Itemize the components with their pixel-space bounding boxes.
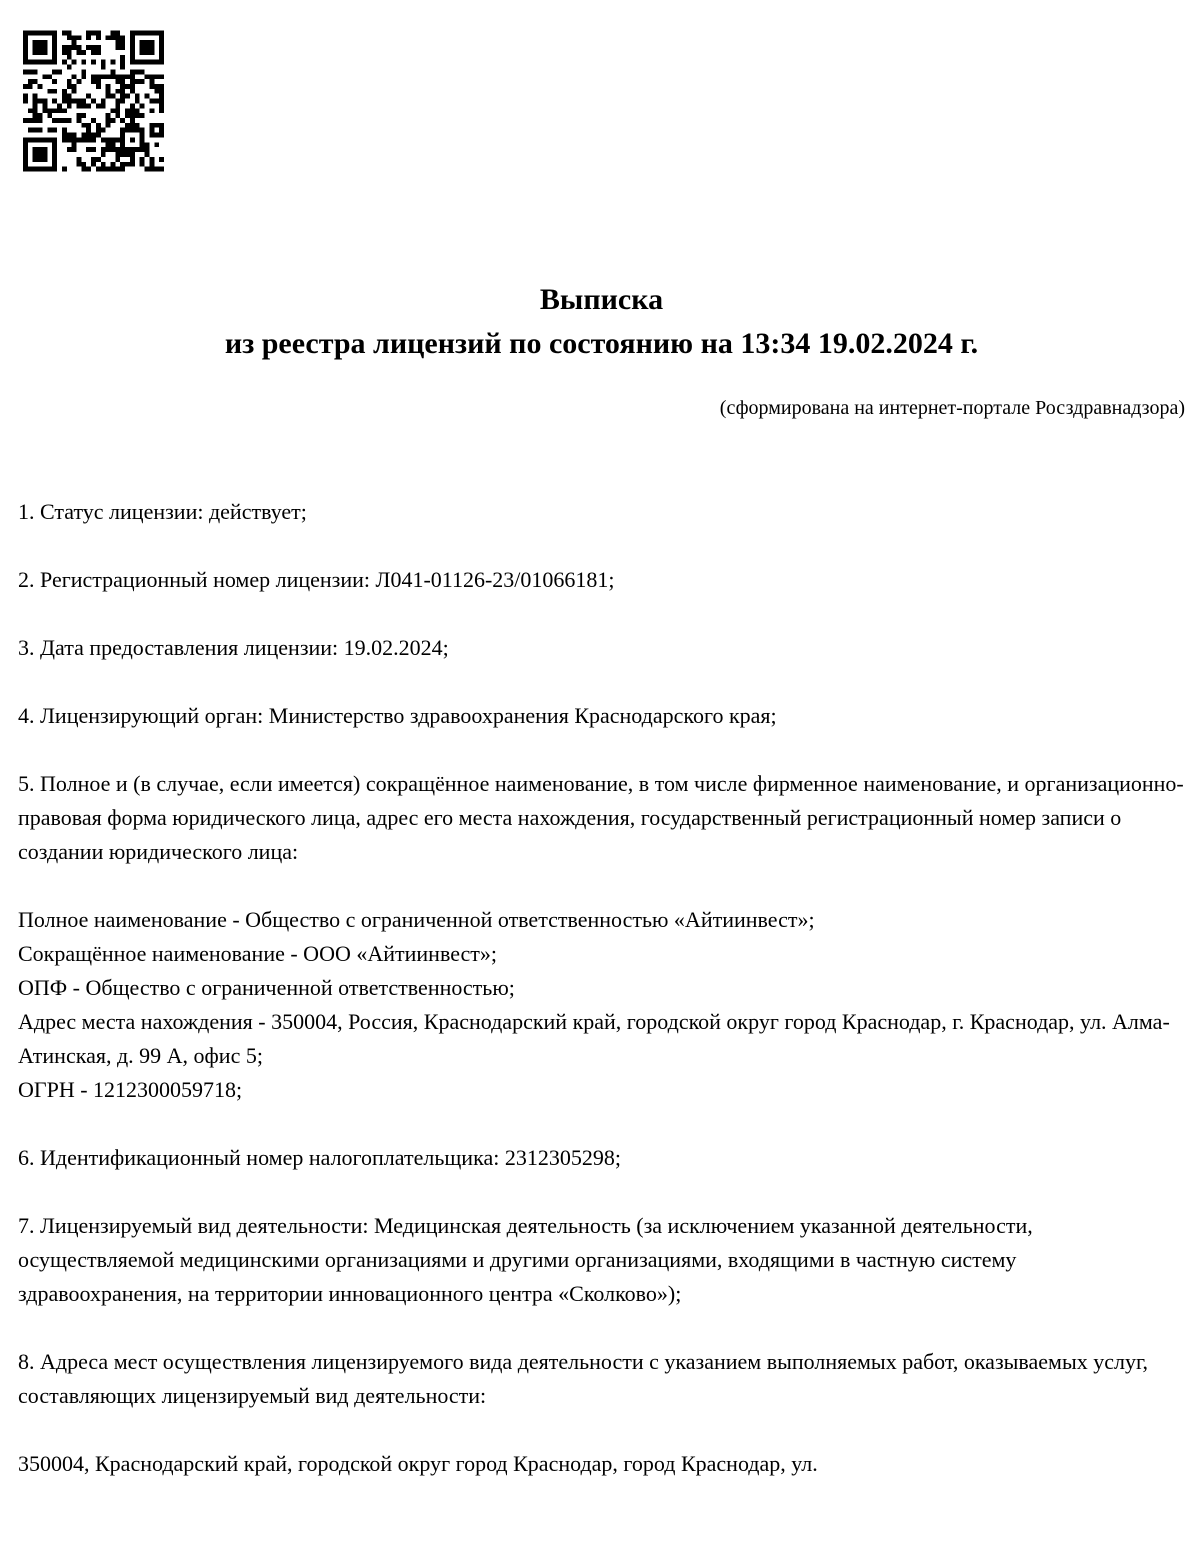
document-subtitle: (сформирована на интернет-портале Росздравнадзора) <box>719 397 1185 419</box>
document-title <box>18 0 1185 366</box>
entity-full-name: Полное наименование - Общество с ограниченной ответственностью «Айтиинвест»; <box>18 907 815 932</box>
entity-address: Адрес места нахождения - 350004, Россия, Краснодарский край, городской округ город Краснодар, г. Краснодар, ул. Алма-Атинская, д. 99 А, офис 5; <box>18 1009 1170 1068</box>
qr-code <box>23 30 164 172</box>
document-body <box>18 495 1185 1481</box>
title-line1: Выписка <box>539 283 664 316</box>
entity-ogrn: ОГРН - 1212300059718; <box>18 1077 243 1102</box>
item-entity-heading: 5. Полное и (в случае, если имеется) сокращённое наименование, в том числе фирменное наименование, и организационно-правовая форма юридического лица, адрес его места нахождения, государственный регистрационный номер записи о создании юридического лица: <box>18 771 1184 864</box>
item-activity: 7. Лицензируемый вид деятельности: Медицинская деятельность (за исключением указанной деятельности, осуществляемой медицинскими организациями и другими организациями, входящими в частную систему здравоохранения, на территории инновационного центра «Сколково»); <box>18 1213 1033 1306</box>
entity-opf: ОПФ - Общество с ограниченной ответственностью; <box>18 975 515 1000</box>
item-grant-date: 3. Дата предоставления лицензии: 19.02.2024; <box>18 635 449 660</box>
item-inn: 6. Идентификационный номер налогоплательщика: 2312305298; <box>18 1145 621 1170</box>
item-licensing-authority: 4. Лицензирующий орган: Министерство здравоохранения Краснодарского края; <box>18 703 777 728</box>
activity-address-line: 350004, Краснодарский край, городской округ город Краснодар, город Краснодар, ул. <box>18 1451 818 1476</box>
title-line2: из реестра лицензий по состоянию на 13:34 19.02.2024 г. <box>224 327 979 360</box>
item-license-status: 1. Статус лицензии: действует; <box>18 499 307 524</box>
item-reg-number: 2. Регистрационный номер лицензии: Л041-01126-23/01066181; <box>18 567 615 592</box>
entity-short-name: Сокращённое наименование - ООО «Айтиинвест»; <box>18 941 498 966</box>
item-addresses-heading: 8. Адреса мест осуществления лицензируемого вида деятельности с указанием выполняемых работ, оказываемых услуг, составляющих лицензируемый вид деятельности: <box>18 1349 1149 1408</box>
